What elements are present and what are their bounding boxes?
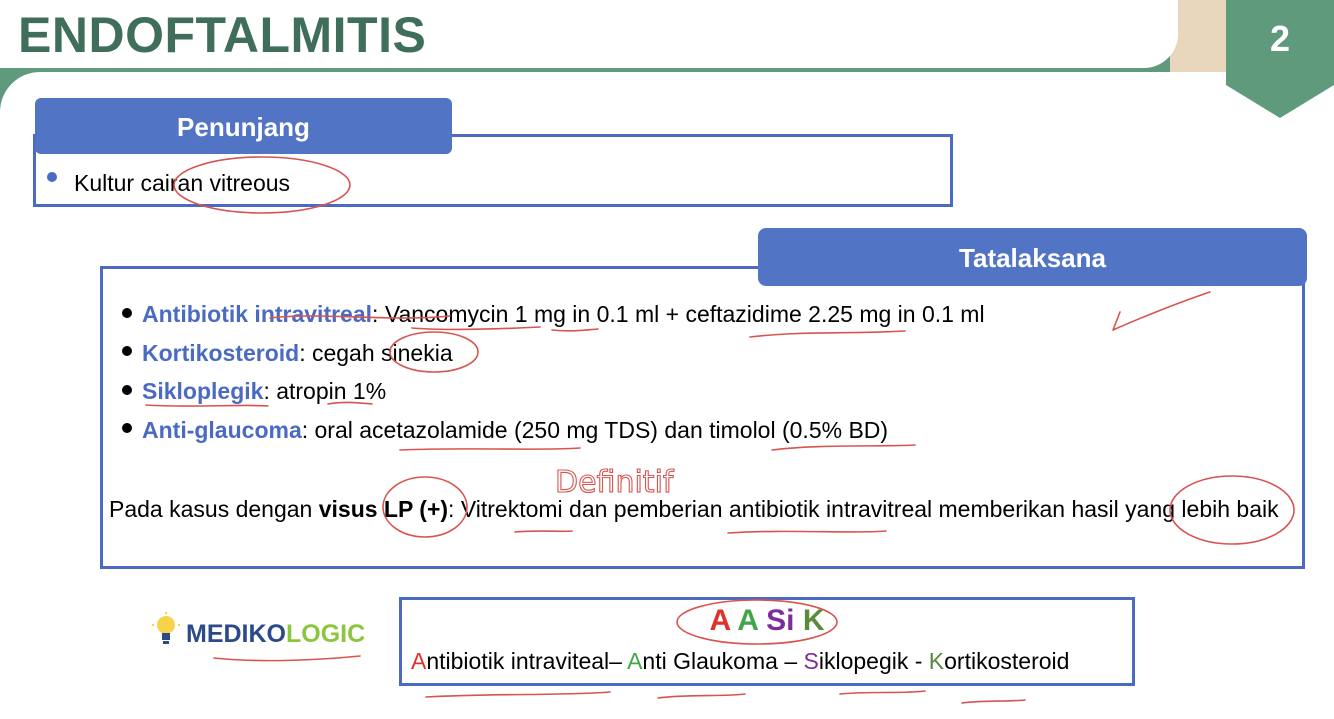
mnemonic-word: iklopegik -: [818, 648, 929, 674]
logo-part-2: LOGIC: [286, 620, 366, 648]
mnemonic-initial: A: [411, 648, 427, 674]
list-item-text: : atropin 1%: [263, 378, 387, 404]
mnemonic-initial: K: [928, 648, 945, 674]
list-item-term: Anti-glaucoma: [142, 416, 302, 443]
mnemonic-word: nti Glaukoma –: [642, 648, 804, 674]
slide-title: ENDOFTALMITIS: [18, 7, 427, 63]
mnemonic-title: [399, 604, 1135, 638]
note-bold: visus LP (+): [318, 496, 449, 522]
penunjang-item: Kultur cairan vitreous: [74, 170, 291, 196]
page-number: 2: [1269, 18, 1291, 59]
list-item: [122, 375, 985, 414]
mnemonic-word: ortikosteroid: [944, 648, 1070, 674]
bullet-icon: [122, 308, 132, 318]
bullet-icon: [122, 385, 132, 395]
list-item: [122, 337, 985, 376]
mnemonic-initial: A: [627, 648, 643, 674]
mnemonic-expansion: [411, 648, 1069, 675]
mnemonic-space: [758, 604, 766, 637]
mnemonic-letter: Si: [766, 604, 795, 637]
lightbulb-icon: [152, 612, 180, 648]
list-item-term: Sikloplegik: [142, 378, 264, 404]
mnemonic-letter: K: [802, 604, 825, 637]
list-item: [122, 414, 985, 453]
note-prefix: Pada kasus dengan: [109, 496, 319, 522]
tatalaksana-note: [109, 490, 1304, 528]
list-item: [122, 298, 985, 337]
list-item-text: : Vancomycin 1 mg in 0.1 ml + ceftazidime 2.25 mg in 0.1 ml: [372, 301, 985, 327]
ink-handwriting: Definitif: [555, 465, 674, 500]
list-item-term: Kortikosteroid: [142, 339, 300, 366]
tatalaksana-list: [122, 298, 985, 452]
logo-wordmark: [186, 620, 365, 649]
tatalaksana-header: Tatalaksana: [758, 228, 1307, 286]
list-item-text: : cegah sinekia: [299, 339, 453, 366]
mnemonic-space: [795, 604, 803, 637]
mnemonic-letter: A: [709, 604, 731, 637]
bullet-icon: [122, 423, 132, 433]
mnemonic-word: ntibiotik intraviteal–: [426, 648, 628, 674]
list-item-term: Antibiotik intravitreal: [142, 301, 373, 327]
note-rest: : Vitrektomi dan pemberian antibiotik intravitreal memberikan hasil yang lebih baik: [448, 496, 1279, 522]
list-item-text: : oral acetazolamide (250 mg TDS) dan timolol (0.5% BD): [301, 416, 889, 443]
bullet-icon: [122, 346, 132, 356]
logo-part-1: MEDIKO: [186, 620, 286, 648]
bullet-icon: [47, 172, 57, 182]
mnemonic-letter: A: [737, 604, 758, 637]
penunjang-header: Penunjang: [35, 98, 452, 154]
mnemonic-initial: S: [803, 648, 819, 674]
